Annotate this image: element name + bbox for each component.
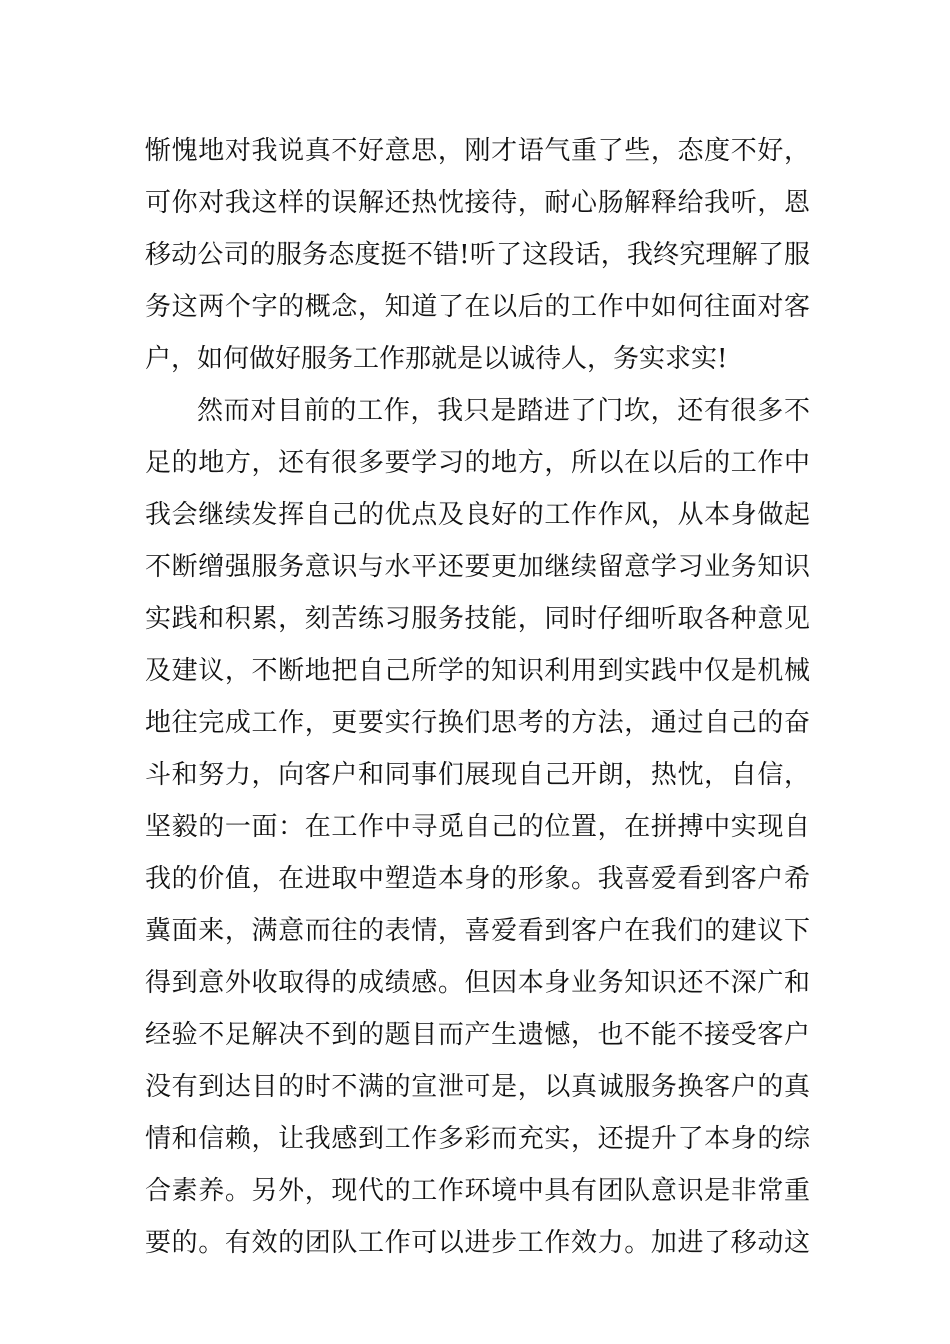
- text-line: 冀面来，满意而往的表情，喜爱看到客户在我们的建议下: [145, 916, 810, 946]
- text-line: 务这两个字的概念，知道了在以后的工作中如何往面对客: [145, 292, 810, 322]
- text-line: 要的。有效的团队工作可以进步工作效力。加进了移动这: [145, 1228, 810, 1258]
- text-line: 斗和努力，向客户和同事们展现自己开朗，热忱，自信，: [145, 760, 810, 790]
- text-line: 户，如何做好服务工作那就是以诚待人，务实求实!: [145, 344, 728, 374]
- text-line: 地往完成工作，更要实行换们思考的方法，通过自己的奋: [145, 708, 810, 738]
- text-line: 及建议，不断地把自己所学的知识利用到实践中仅是机械: [145, 656, 810, 686]
- text-line: 没有到达目的时不满的宣泄可是，以真诚服务换客户的真: [145, 1072, 810, 1102]
- text-line: 惭愧地对我说真不好意思，刚才语气重了些，态度不好，: [145, 136, 810, 166]
- text-line: 得到意外收取得的成绩感。但因本身业务知识还不深广和: [145, 968, 810, 998]
- text-line: 实践和积累，刻苦练习服务技能，同时仔细听取各种意见: [145, 604, 810, 634]
- text-line: 坚毅的一面：在工作中寻觅自己的位置，在拼搏中实现自: [145, 812, 810, 842]
- text-line: 不断缯强服务意识与水平还要更加继续留意学习业务知识: [145, 552, 810, 582]
- text-line: 经验不足解决不到的题目而产生遗憾，也不能不接受客户: [145, 1020, 810, 1050]
- text-line: 足的地方，还有很多要学习的地方，所以在以后的工作中: [145, 448, 810, 478]
- text-line: 我会继续发挥自己的优点及良好的工作作风，从本身做起: [145, 500, 810, 530]
- text-line: 情和信赖，让我感到工作多彩而充实，还提升了本身的综: [145, 1124, 810, 1154]
- text-line: 可你对我这样的误解还热忱接待，耐心肠解释给我听，恩: [145, 188, 810, 218]
- text-line: 我的价值，在进取中塑造本身的形象。我喜爱看到客户希: [145, 864, 810, 894]
- paragraph-first-line: 然而对目前的工作，我只是踏进了门坎，还有很多不: [197, 396, 810, 426]
- text-line: 移动公司的服务态度挺不错!听了这段话，我终究理解了服: [145, 240, 810, 270]
- text-line: 合素养。另外，现代的工作环境中具有团队意识是非常重: [145, 1176, 810, 1206]
- body-text: [145, 125, 810, 1269]
